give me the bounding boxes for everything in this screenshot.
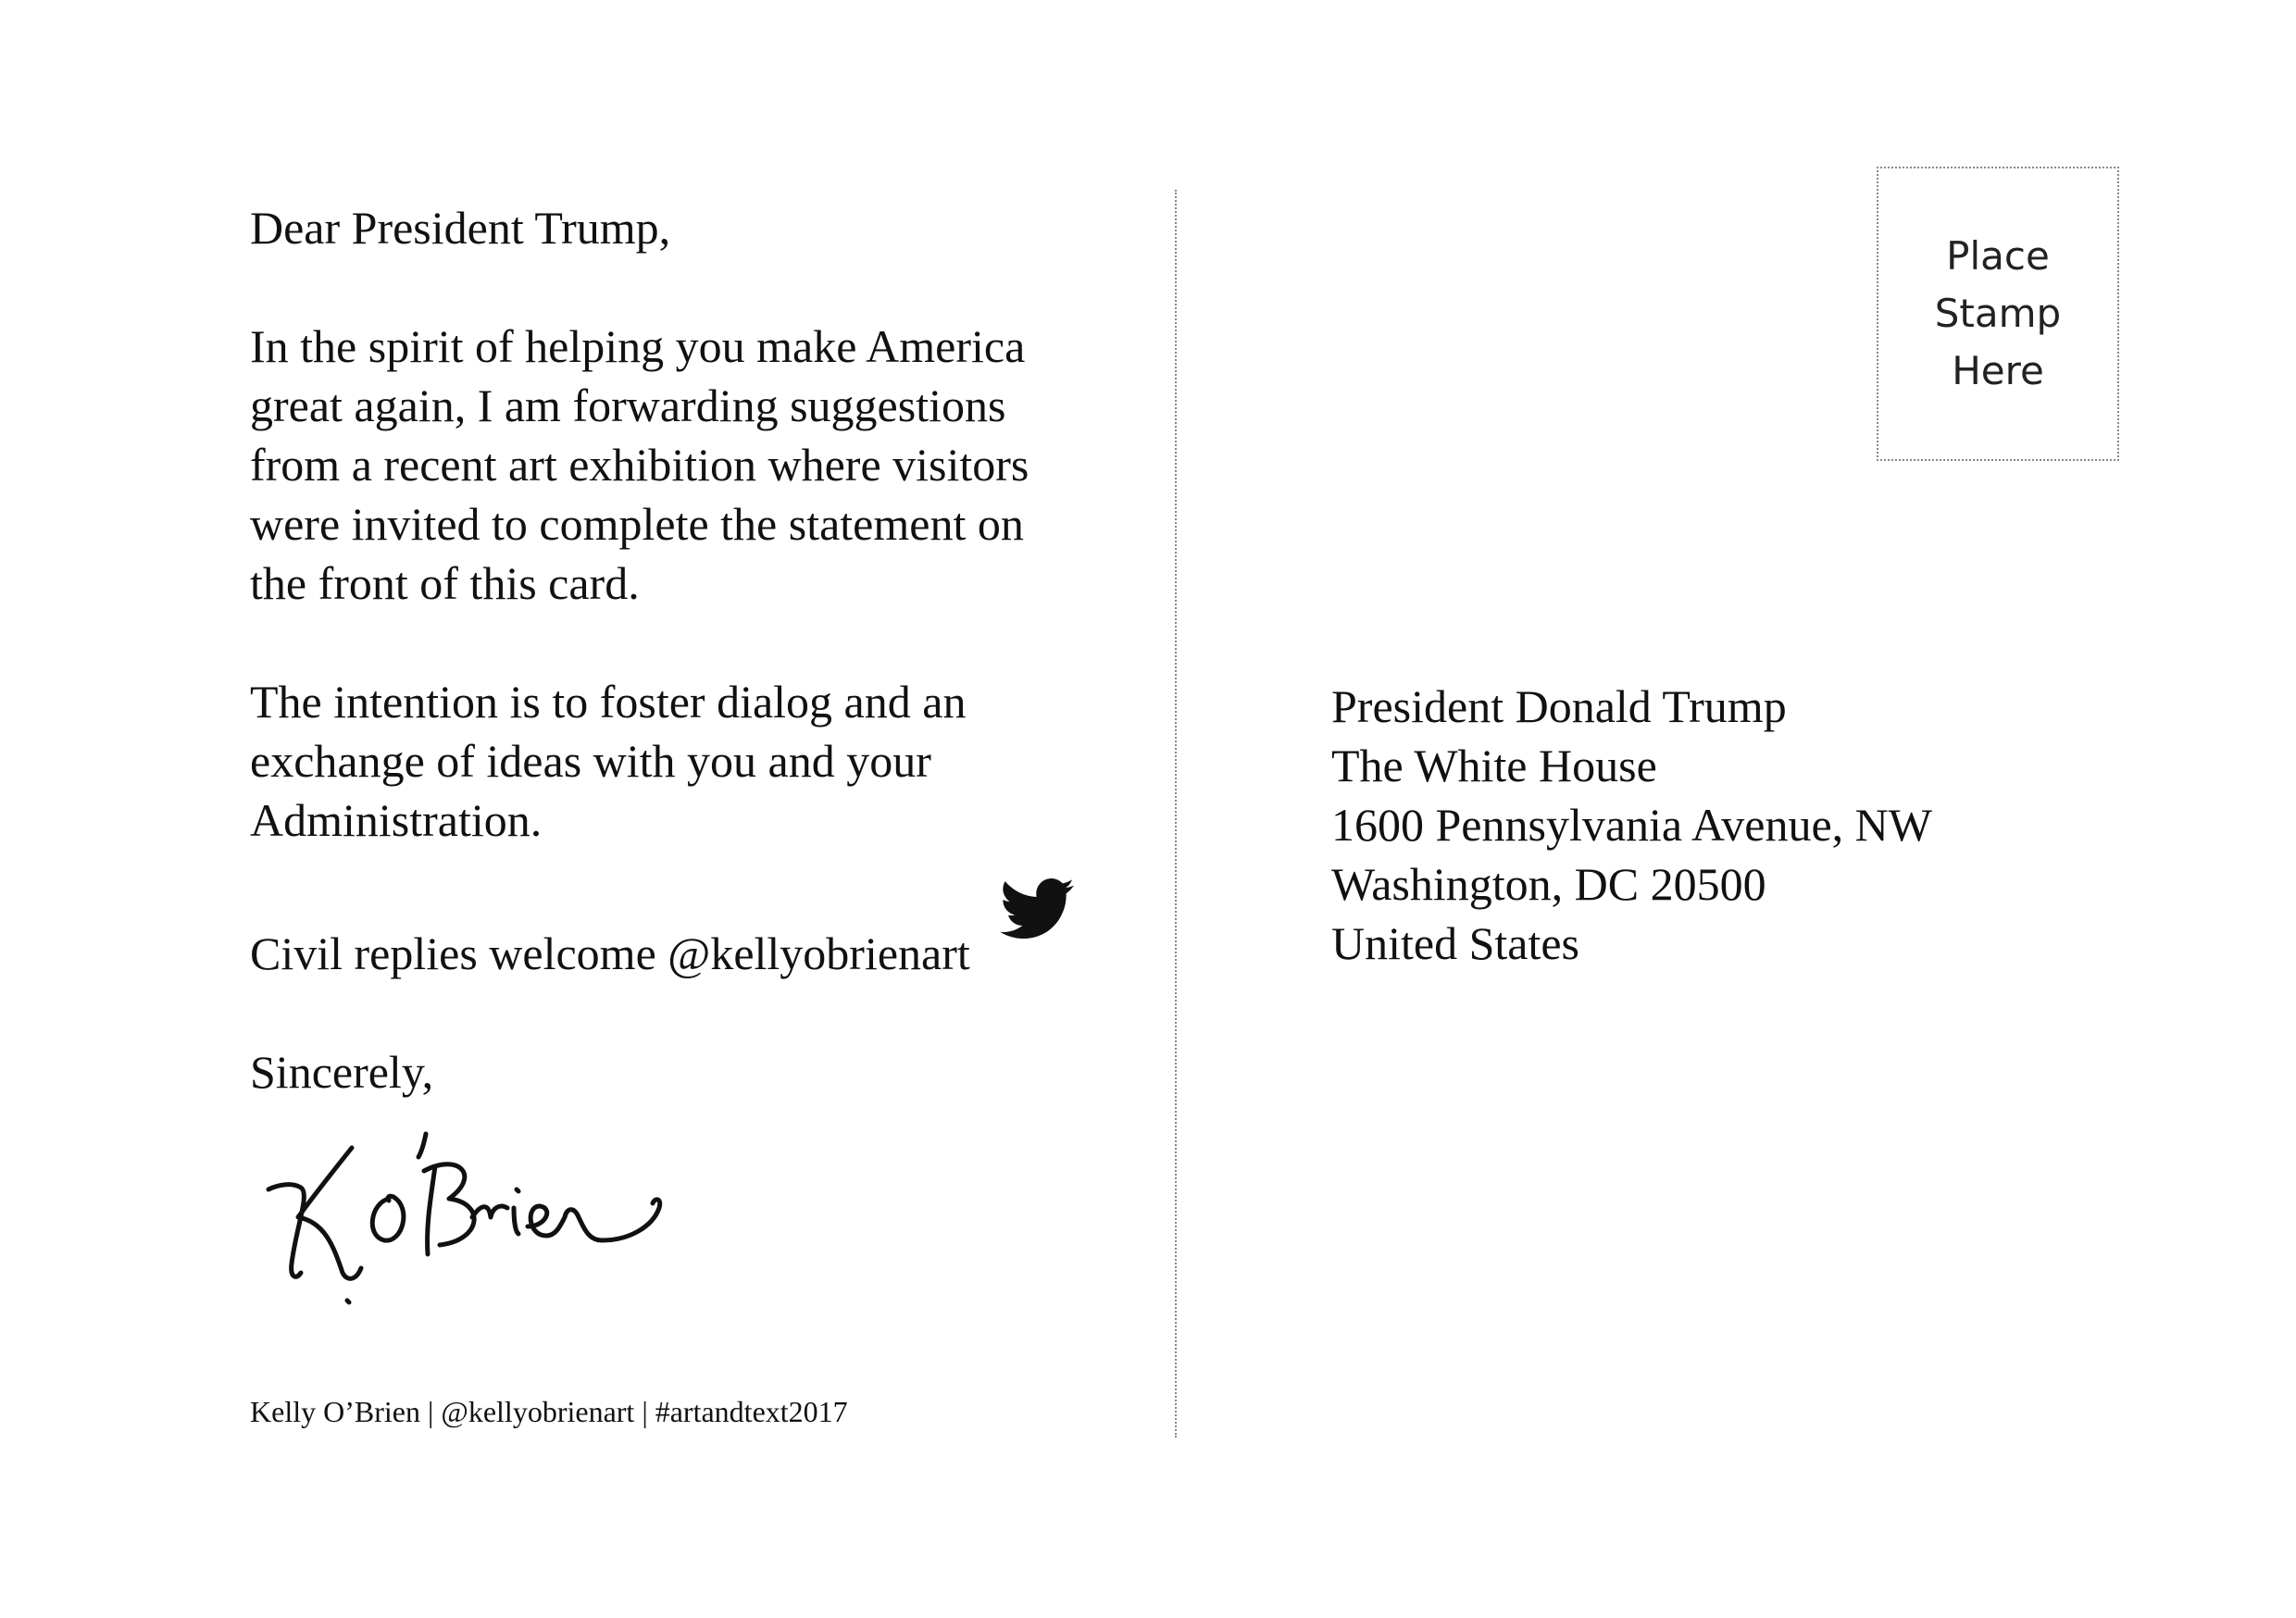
stamp-line: Stamp bbox=[1934, 291, 2062, 336]
paragraph-line: Administration. bbox=[250, 794, 543, 846]
footer-credits: Kelly O’Brien | @kellyobrienart | #artandtext2017 bbox=[250, 1395, 848, 1428]
address-line: 1600 Pennsylvania Avenue, NW bbox=[1331, 799, 1932, 851]
paragraph-line: The intention is to foster dialog and an bbox=[250, 676, 967, 728]
civil-replies-text: Civil replies welcome @kellyobrienart bbox=[250, 927, 970, 979]
stamp-line: Here bbox=[1952, 348, 2044, 393]
paragraph-line: exchange of ideas with you and your bbox=[250, 735, 931, 787]
recipient-address bbox=[1331, 677, 1932, 973]
signature bbox=[259, 1115, 667, 1310]
address-line: President Donald Trump bbox=[1331, 680, 1787, 732]
paragraph-1 bbox=[250, 317, 1120, 613]
paragraph-line: from a recent art exhibition where visitors bbox=[250, 439, 1029, 491]
center-divider bbox=[1175, 190, 1177, 1438]
paragraph-line: great again, I am forwarding suggestions bbox=[250, 380, 1006, 431]
paragraph-line: In the spirit of helping you make America bbox=[250, 320, 1026, 372]
address-line: United States bbox=[1331, 917, 1580, 969]
paragraph-line: the front of this card. bbox=[250, 557, 640, 609]
address-line: Washington, DC 20500 bbox=[1331, 858, 1766, 910]
paragraph-2 bbox=[250, 672, 1120, 850]
twitter-bird-icon bbox=[1000, 877, 1074, 940]
closing: Sincerely, bbox=[250, 1046, 434, 1098]
stamp-box bbox=[1877, 167, 2119, 461]
address-line: The White House bbox=[1331, 740, 1657, 791]
paragraph-line: were invited to complete the statement on bbox=[250, 498, 1024, 550]
civil-replies-line bbox=[250, 924, 1120, 983]
stamp-line: Place bbox=[1946, 233, 2050, 279]
letter-body bbox=[250, 198, 1120, 1101]
salutation: Dear President Trump, bbox=[250, 202, 671, 254]
